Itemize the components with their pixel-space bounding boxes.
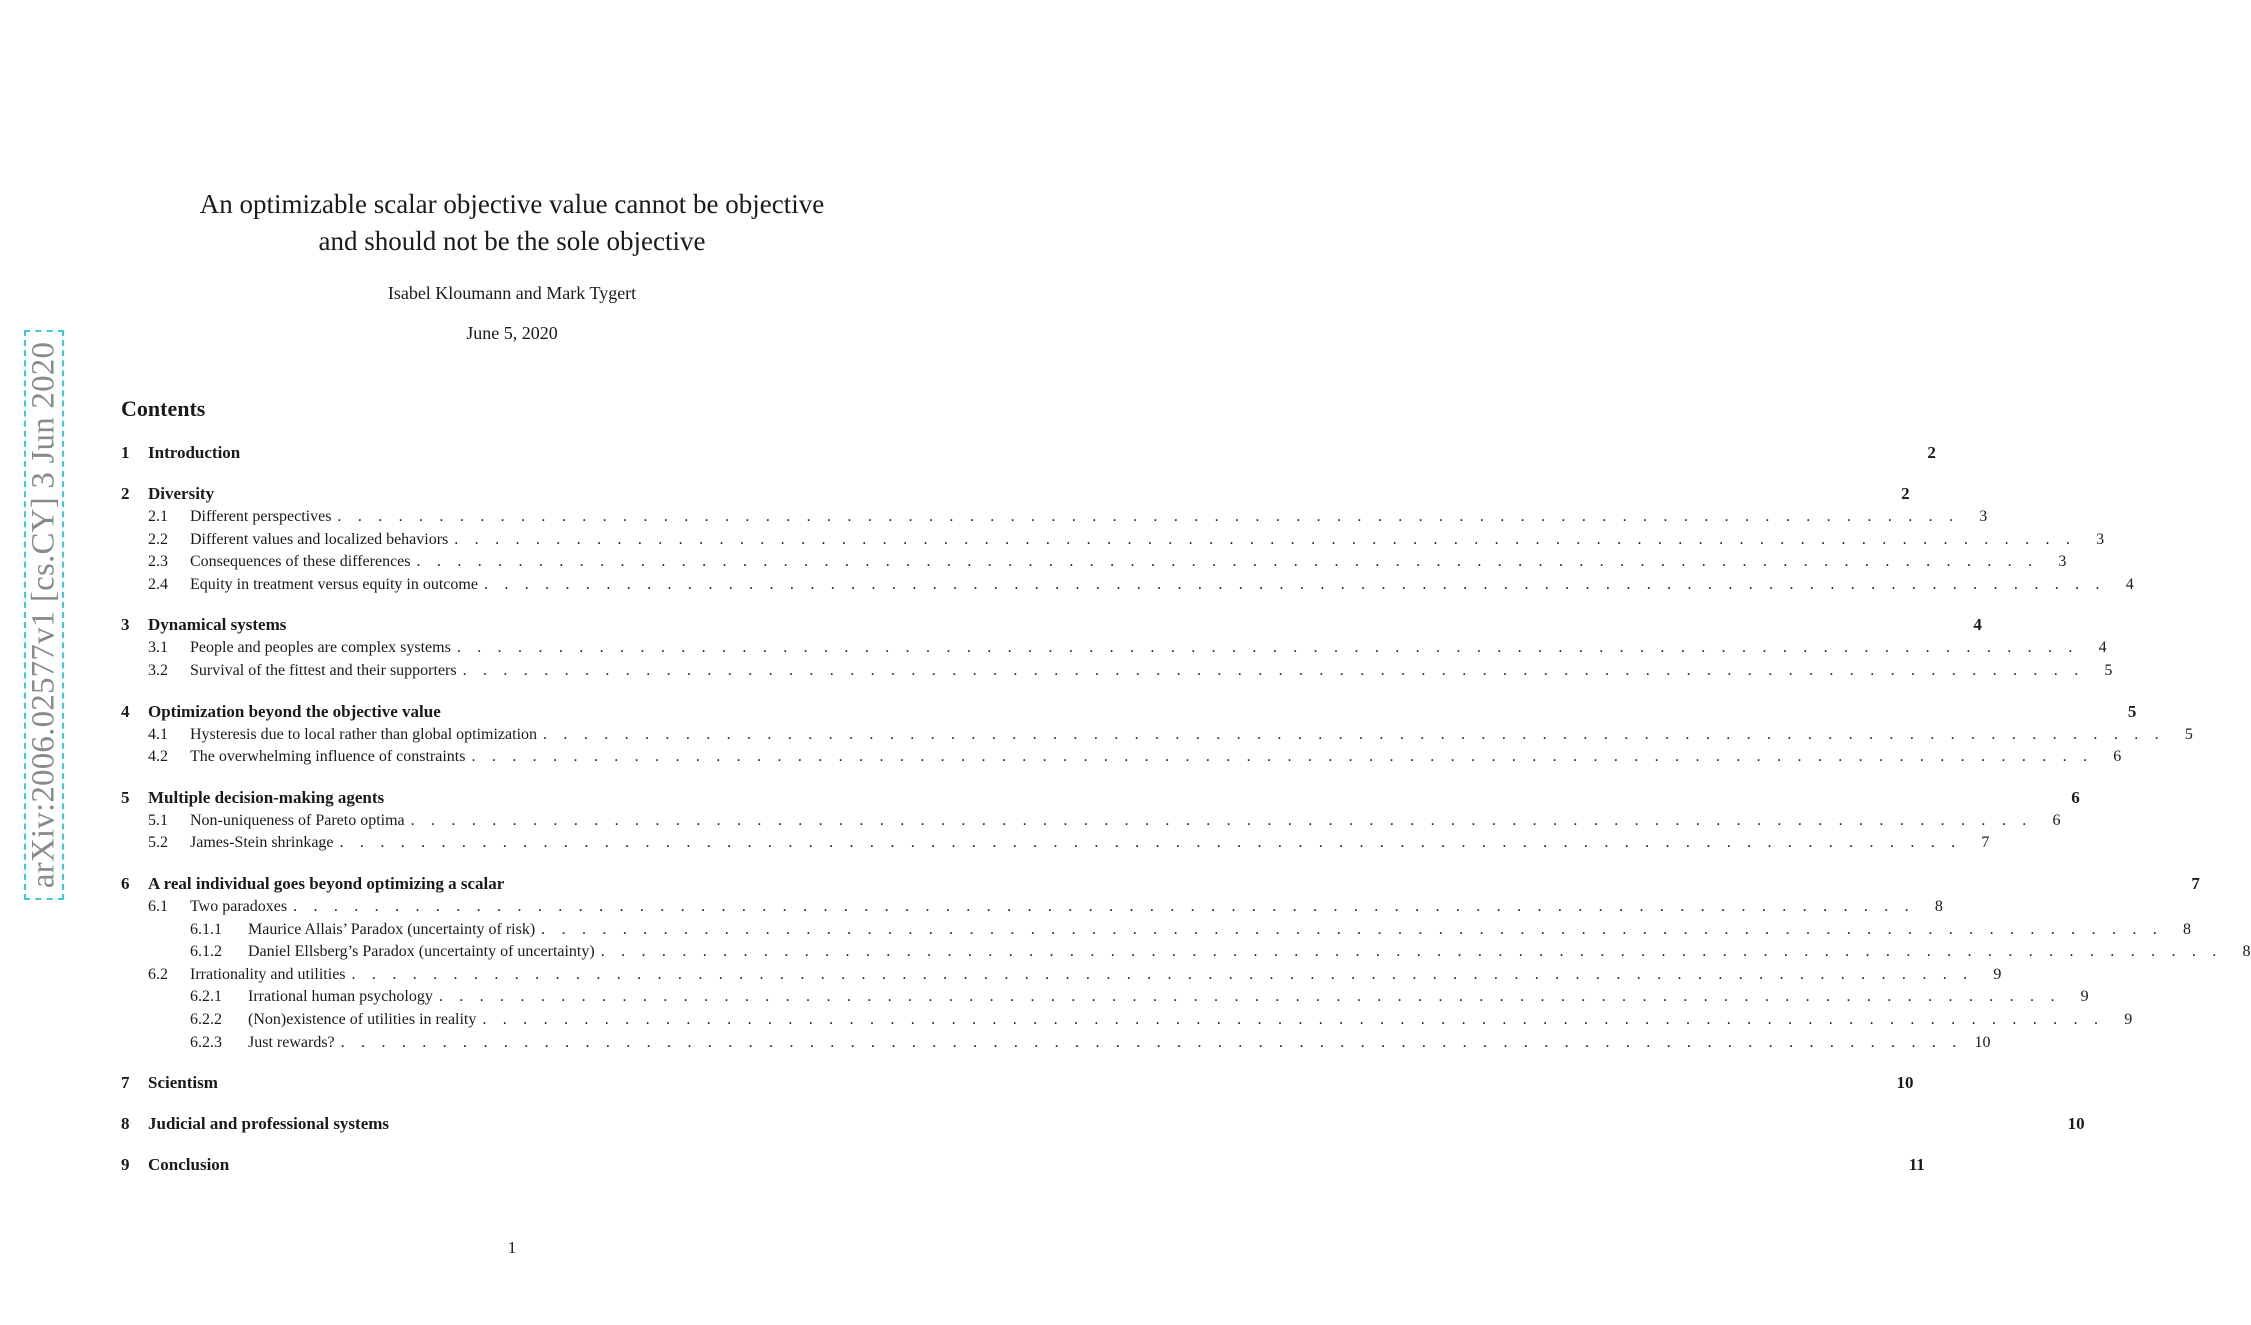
- toc-leader-dots: . . . . . . . . . . . . . . . . . . . . . . . . . . . . . . . . . . . . . . . . . . . . . . . . . . . . . . . . . . . . . . . . . . . . . . . . . . . . . . . .: [351, 965, 1974, 983]
- toc-page: 8: [2242, 943, 2251, 961]
- toc-number: 6.2.3: [190, 1033, 222, 1051]
- toc-subsection[interactable]: [121, 660, 2113, 683]
- toc-number: 4.1: [148, 725, 168, 743]
- toc-page: 3: [2096, 530, 2105, 548]
- toc-title: Diversity: [148, 484, 215, 503]
- toc-section[interactable]: [121, 1072, 1914, 1095]
- toc-leader-dots: . . . . . . . . . . . . . . . . . . . . . . . . . . . . . . . . . . . . . . . . . . . . . . . . . . . . . . . . . . . . . . . . . . . . . . . . . . . . . . . .: [462, 661, 2085, 679]
- toc-title: Two paradoxes: [190, 897, 288, 915]
- toc-leader-dots: . . . . . . . . . . . . . . . . . . . . . . . . . . . . . . . . . . . . . . . . . . . . . . . . . . . . . . . . . . . . . . . . . . . . . . . . . . . . . . . .: [482, 1010, 2105, 1028]
- toc-section[interactable]: [121, 1113, 2085, 1136]
- toc-number: 3.2: [148, 661, 168, 679]
- toc-title: Maurice Allais’ Paradox (uncertainty of risk): [248, 920, 536, 938]
- toc-number: 5.2: [148, 834, 168, 852]
- toc-subsection[interactable]: [121, 964, 2002, 987]
- toc-page: 6: [2052, 811, 2061, 829]
- toc-number: 6.2.1: [190, 988, 222, 1006]
- toc-title: Non-uniqueness of Pareto optima: [190, 811, 405, 829]
- toc-leader-dots: . . . . . . . . . . . . . . . . . . . . . . . . . . . . . . . . . . . . . . . . . . . . . . . . . . . . . . . . . . . . . . . . . . . . . . . . . . . . . . . .: [293, 897, 1915, 915]
- toc-page: 10: [1974, 1033, 1991, 1051]
- toc-subsection[interactable]: [121, 810, 2061, 833]
- toc-leader-dots: . . . . . . . . . . . . . . . . . . . . . . . . . . . . . . . . . . . . . . . . . . . . . . . . . . . . . . . . . . . . . . . . . . . . . . . . . . . . . . . .: [454, 530, 2077, 548]
- toc-subsubsection[interactable]: [121, 941, 2251, 964]
- toc-leader-dots: . . . . . . . . . . . . . . . . . . . . . . . . . . . . . . . . . . . . . . . . . . . . . . . . . . . . . . . . . . . . . . . . . . . . . . . . . . . . . . . .: [410, 811, 2033, 829]
- toc-leader-dots: . . . . . . . . . . . . . . . . . . . . . . . . . . . . . . . . . . . . . . . . . . . . . . . . . . . . . . . . . . . . . . . . . . . . . . . . . . . . . . . .: [456, 639, 2079, 657]
- toc-section-group: [121, 1072, 1914, 1095]
- toc-title: Optimization beyond the objective value: [148, 701, 441, 721]
- toc-title: Irrational human psychology: [248, 988, 433, 1006]
- toc-subsection[interactable]: [121, 832, 1990, 855]
- toc-leader-dots: . . . . . . . . . . . . . . . . . . . . . . . . . . . . . . . . . . . . . . . . . . . . . . . . . . . . . . . . . . . . . . . . . . . . . . . . . . . . . . . .: [483, 575, 2106, 593]
- contents-heading: Contents: [121, 396, 206, 421]
- toc-number: 3.1: [148, 639, 168, 657]
- toc-title: Dynamical systems: [148, 615, 287, 635]
- toc-title: Judicial and professional systems: [148, 1114, 390, 1134]
- toc-page: 7: [2191, 873, 2200, 893]
- toc-title: Just rewards?: [248, 1033, 335, 1051]
- toc-number: 8: [121, 1114, 130, 1134]
- toc-number: 5.1: [148, 811, 168, 829]
- toc-page: 8: [1934, 897, 1943, 915]
- toc-page: 11: [1908, 1155, 1925, 1175]
- toc-number: 7: [121, 1073, 130, 1093]
- toc-title: James-Stein shrinkage: [190, 834, 334, 852]
- toc-subsection[interactable]: [121, 724, 2193, 747]
- toc-section-group: [121, 1154, 1925, 1177]
- toc-number: 3: [121, 615, 130, 635]
- toc-page: 2: [1901, 484, 1910, 503]
- authors: Isabel Kloumann and Mark Tygert: [387, 283, 637, 303]
- toc-subsection[interactable]: [121, 746, 2122, 769]
- toc-section-group: [121, 483, 2134, 596]
- toc-page: 3: [2058, 553, 2067, 571]
- toc-section[interactable]: [121, 701, 2137, 724]
- toc-number: 6.2.2: [190, 1010, 222, 1028]
- toc-section-group: [121, 787, 2080, 855]
- toc-leader-dots: . . . . . . . . . . . . . . . . . . . . . . . . . . . . . . . . . . . . . . . . . . . . . . . . . . . . . . . . . . . . . . . . . . . . . . . . . . . . . . . .: [543, 725, 2165, 743]
- toc-leader-dots: . . . . . . . . . . . . . . . . . . . . . . . . . . . . . . . . . . . . . . . . . . . . . . . . . . . . . . . . . . . . . . . . . . . . . . . . . . . . . . . .: [340, 1033, 1963, 1051]
- toc-page: 6: [2071, 787, 2080, 807]
- toc-number: 4: [121, 701, 130, 721]
- toc-section[interactable]: [121, 787, 2080, 810]
- toc-page: 8: [2182, 920, 2191, 938]
- toc-title: Consequences of these differences: [190, 553, 411, 571]
- toc-page: 9: [2124, 1010, 2133, 1028]
- toc-subsection[interactable]: [121, 637, 2107, 660]
- toc-number: 9: [121, 1155, 130, 1175]
- toc-section-group: [121, 873, 2251, 1054]
- title-line-2: and should not be the sole objective: [318, 226, 706, 256]
- toc-title: People and peoples are complex systems: [190, 639, 451, 657]
- toc-number: 6.2: [148, 965, 168, 983]
- toc-leader-dots: . . . . . . . . . . . . . . . . . . . . . . . . . . . . . . . . . . . . . . . . . . . . . . . . . . . . . . . . . . . . . . . . . . . . . . . . . . . . . . . .: [600, 943, 2223, 961]
- toc-subsection[interactable]: [121, 551, 2067, 574]
- toc-subsubsection[interactable]: [121, 919, 2191, 942]
- toc-leader-dots: . . . . . . . . . . . . . . . . . . . . . . . . . . . . . . . . . . . . . . . . . . . . . . . . . . . . . . . . . . . . . . . . . . . . . . . . . . . . . . . .: [438, 988, 2061, 1006]
- toc-subsubsection[interactable]: [121, 1032, 1991, 1055]
- table-of-contents: [121, 442, 2251, 1177]
- toc-title: Scientism: [148, 1073, 218, 1093]
- toc-title: Conclusion: [148, 1155, 230, 1175]
- toc-subsection[interactable]: [121, 529, 2105, 552]
- toc-page: 4: [2125, 575, 2134, 593]
- toc-number: 2.1: [148, 508, 168, 525]
- toc-subsection[interactable]: [121, 896, 1943, 919]
- toc-number: 2.3: [148, 553, 168, 571]
- toc-leader-dots: . . . . . . . . . . . . . . . . . . . . . . . . . . . . . . . . . . . . . . . . . . . . . . . . . . . . . . . . . . . . . . . . . . . . . . . . . . . . . . . .: [337, 508, 1960, 525]
- toc-page: 6: [2113, 748, 2122, 766]
- toc-title: Equity in treatment versus equity in outcome: [190, 575, 478, 593]
- toc-section[interactable]: [121, 873, 2200, 896]
- toc-number: 2: [121, 484, 130, 503]
- paper-title: [0, 186, 1024, 260]
- arxiv-stamp-text: arXiv:2006.02577v1 [cs.CY] 3 Jun 2020: [25, 341, 62, 889]
- toc-leader-dots: . . . . . . . . . . . . . . . . . . . . . . . . . . . . . . . . . . . . . . . . . . . . . . . . . . . . . . . . . . . . . . . . . . . . . . . . . . . . . . . .: [541, 920, 2163, 938]
- toc-page: 3: [1979, 508, 1988, 525]
- toc-page: 5: [2104, 661, 2113, 679]
- toc-title: Different values and localized behaviors: [190, 530, 449, 548]
- toc-number: 2.4: [148, 575, 168, 593]
- toc-page: 4: [1973, 615, 1982, 635]
- toc-section-group: [121, 1113, 2085, 1136]
- toc-title: (Non)existence of utilities in reality: [248, 1010, 477, 1028]
- toc-leader-dots: . . . . . . . . . . . . . . . . . . . . . . . . . . . . . . . . . . . . . . . . . . . . . . . . . . . . . . . . . . . . . . . . . . . . . . . . . . . . . . . .: [471, 748, 2094, 766]
- toc-page: 10: [1896, 1073, 1914, 1093]
- toc-leader-dots: . . . . . . . . . . . . . . . . . . . . . . . . . . . . . . . . . . . . . . . . . . . . . . . . . . . . . . . . . . . . . . . . . . . . . . . . . . . . . . . .: [416, 553, 2039, 571]
- toc-title: The overwhelming influence of constraints: [190, 748, 466, 766]
- toc-section-group: [121, 701, 2193, 769]
- toc-title: Different perspectives: [190, 508, 332, 525]
- toc-number: 4.2: [148, 748, 168, 766]
- toc-page: 7: [1981, 834, 1990, 852]
- toc-number: 5: [121, 787, 130, 807]
- toc-subsection[interactable]: [121, 574, 2134, 597]
- toc-section[interactable]: [121, 442, 1936, 465]
- toc-title: Introduction: [148, 443, 241, 462]
- toc-title: Survival of the fittest and their supporters: [190, 661, 457, 679]
- toc-page: 4: [2098, 639, 2107, 657]
- page-number: 1: [507, 1238, 517, 1257]
- date: June 5, 2020: [466, 323, 558, 343]
- toc-section-group: [121, 442, 1936, 465]
- toc-number: 6: [121, 873, 130, 893]
- toc-page: 5: [2127, 701, 2137, 721]
- toc-title: Hysteresis due to local rather than global optimization: [190, 725, 538, 743]
- toc-section[interactable]: [121, 1154, 1925, 1177]
- toc-number: 1: [121, 443, 130, 462]
- toc-number: 6.1.2: [190, 943, 222, 961]
- toc-page: 5: [2184, 725, 2193, 743]
- toc-page: 9: [1993, 965, 2002, 983]
- toc-section-group: [121, 614, 2113, 682]
- toc-page: 2: [1927, 443, 1936, 462]
- toc-page: 10: [2067, 1114, 2085, 1134]
- title-line-1: An optimizable scalar objective value cannot be objective: [199, 189, 825, 219]
- toc-number: 6.1: [148, 897, 168, 915]
- toc-title: Multiple decision-making agents: [148, 787, 385, 807]
- toc-section[interactable]: [121, 483, 1910, 506]
- toc-number: 2.2: [148, 530, 168, 548]
- arxiv-stamp: [24, 330, 64, 900]
- toc-section[interactable]: [121, 614, 1982, 637]
- toc-page: 9: [2080, 988, 2089, 1006]
- toc-subsubsection[interactable]: [121, 1009, 2133, 1032]
- toc-leader-dots: . . . . . . . . . . . . . . . . . . . . . . . . . . . . . . . . . . . . . . . . . . . . . . . . . . . . . . . . . . . . . . . . . . . . . . . . . . . . . . . .: [339, 834, 1962, 852]
- toc-title: Irrationality and utilities: [190, 965, 346, 983]
- toc-number: 6.1.1: [190, 920, 222, 938]
- toc-subsubsection[interactable]: [121, 986, 2089, 1009]
- toc-title: Daniel Ellsberg’s Paradox (uncertainty of uncertainty): [248, 943, 595, 961]
- toc-title: A real individual goes beyond optimizing a scalar: [148, 873, 505, 893]
- toc-subsection[interactable]: [121, 506, 1988, 529]
